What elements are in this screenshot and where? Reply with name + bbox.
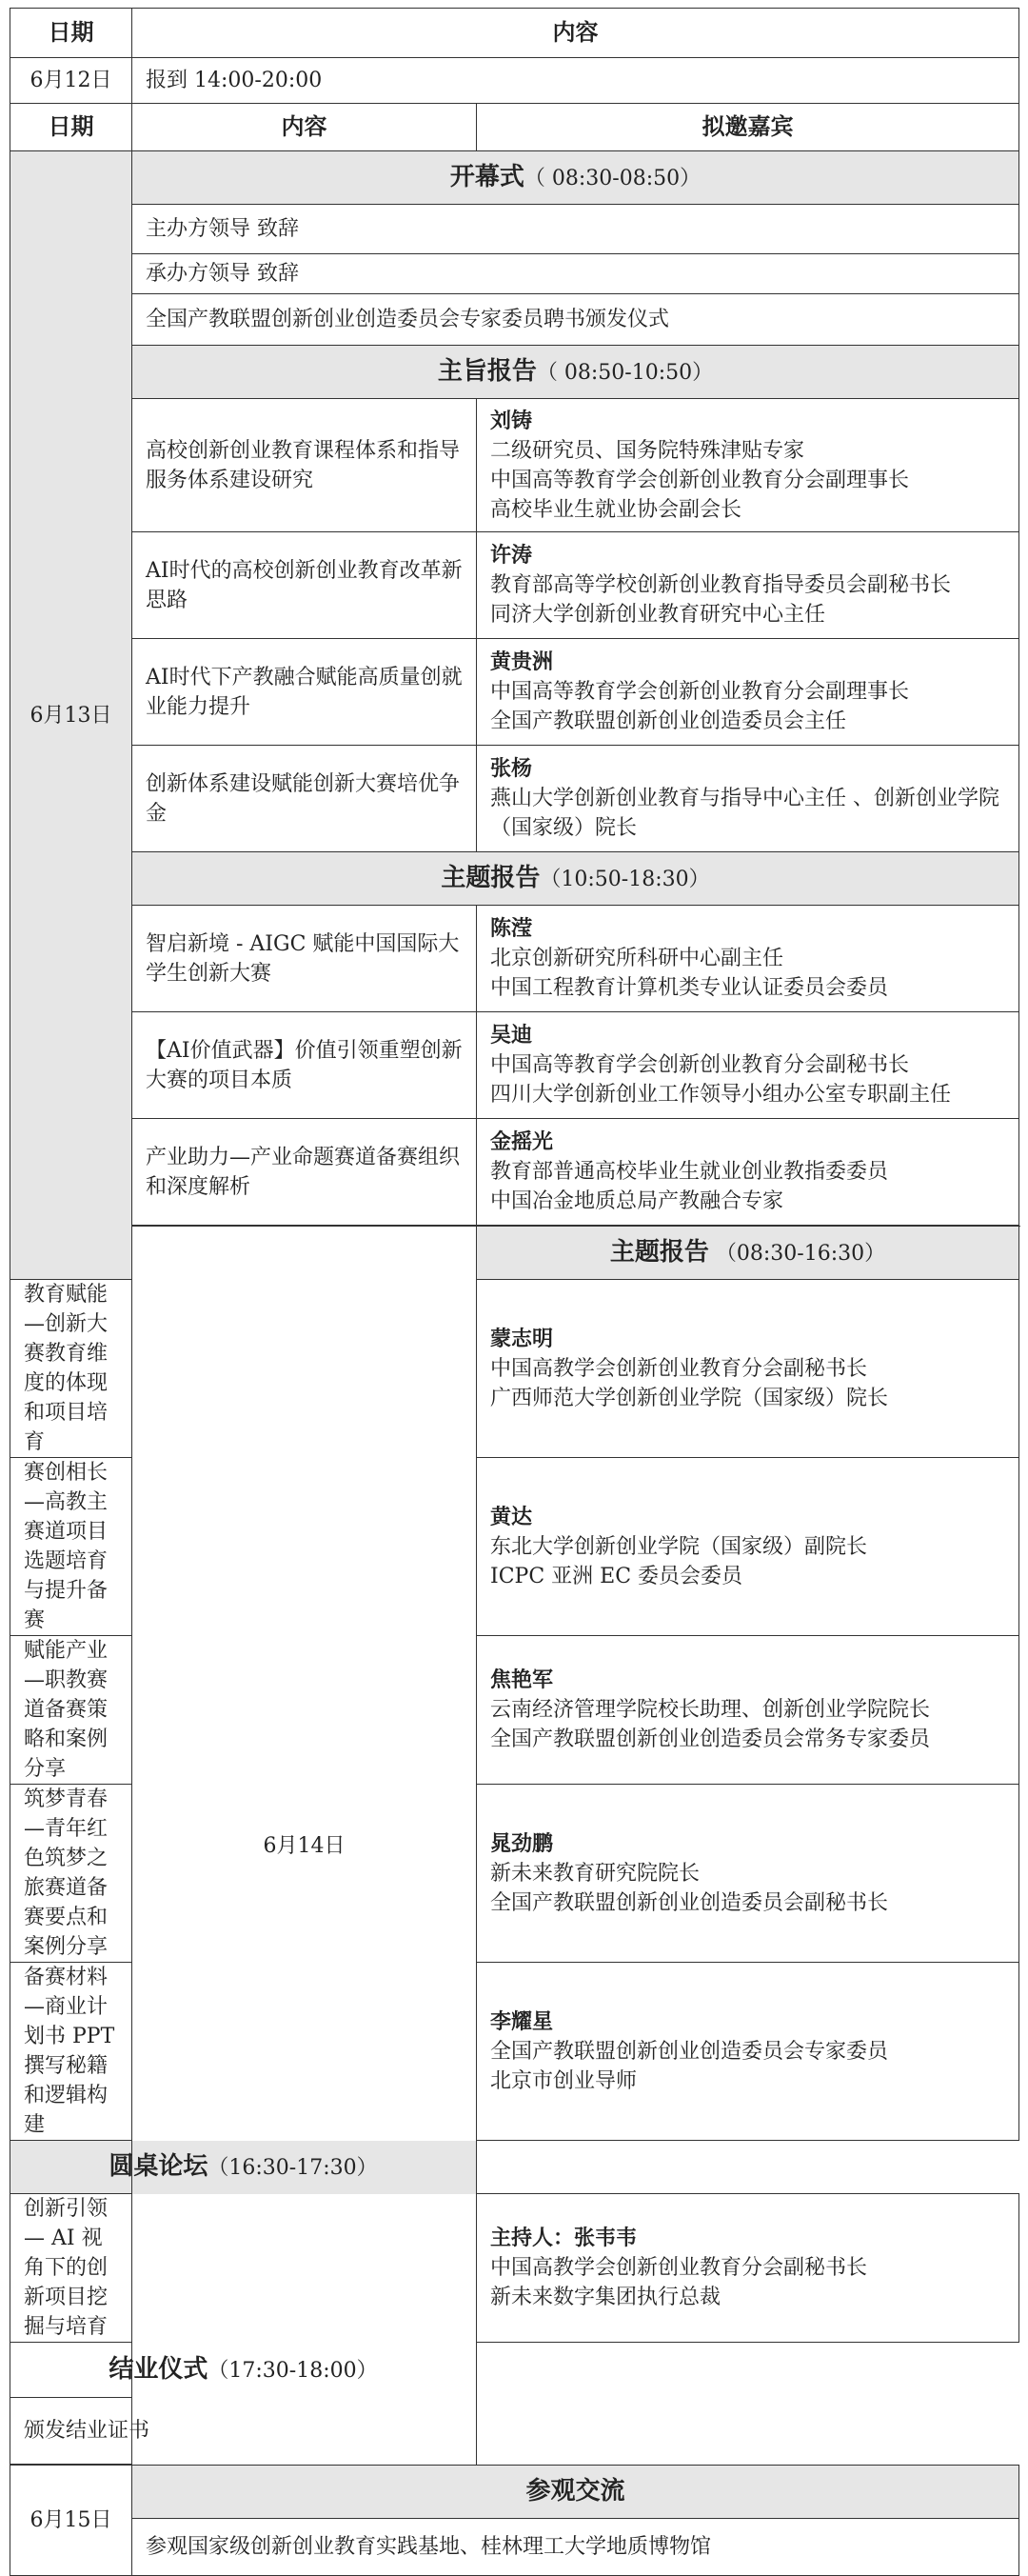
speaker-title: 中国高等教育学会创新创业教育分会副理事长 [490,680,910,704]
speaker-title: 新未来数字集团执行总裁 [490,2286,722,2309]
visit-section [10,2466,1019,2519]
speaker-name: 金摇光 [490,1130,554,1154]
list-item [10,2398,1019,2465]
day1-row [10,58,1019,104]
topic: 产业助力—产业命题赛道备赛组织和深度解析 [132,1119,477,1226]
keynote-title-cell [132,346,1019,399]
section-time: （16:30-17:30） [208,2155,378,2180]
section-time: （10:50-18:30） [540,867,710,891]
speaker-title: 北京创新研究所科研中心副主任 [490,947,784,970]
speaker-name: 焦艳军 [490,1668,554,1692]
topic: 备赛材料—商业计划书 PPT 撰写秘籍和逻辑构建 [10,1963,132,2141]
theme-title-cell [132,852,1019,906]
speaker [477,1280,1019,1458]
opening-item-2: 承办方领导 致辞 [132,254,1019,294]
speaker-title: 全国产教联盟创新创业创造委员会常务专家委员 [490,1727,931,1751]
topic: AI时代下产教融合赋能高质量创就业能力提升 [132,639,477,746]
speaker-name: 黄达 [490,1505,533,1529]
speaker-title: 同济大学创新创业教育研究中心主任 [490,603,826,627]
speaker-name: 晁劲鹏 [490,1831,554,1856]
day1-text: 报到 14:00-20:00 [132,58,1019,104]
speaker [477,399,1019,532]
roundtable-section [10,2141,1019,2194]
speaker-title: 中国高等教育学会创新创业教育分会副理事长 [490,468,910,492]
speaker [477,1785,1019,1963]
theme-section-day3 [10,1227,1019,1280]
speaker-title: 燕山大学创新创业教育与指导中心主任 、创新创业学院（国家级）院长 [490,787,999,840]
section-title: 主旨报告 [437,356,537,386]
speaker-name: 许涛 [490,544,533,568]
list-item [10,254,1019,294]
table-row [10,532,1019,639]
section-title: 圆桌论坛 [109,2151,208,2181]
speaker-title: 中国高教学会创新创业教育分会副秘书长 [490,2256,868,2280]
closing-section [10,2343,1019,2398]
topic: 创新体系建设赋能创新大赛培优争金 [132,746,477,852]
speaker [477,532,1019,639]
schedule-table-wrapper [10,8,1018,2576]
table-row [10,399,1019,532]
day1-date: 6月12日 [10,58,132,104]
keynote-section [10,346,1019,399]
speaker-title: 高校毕业生就业协会副会长 [490,497,742,522]
opening-section [10,151,1019,205]
header-row-second [10,104,1019,151]
speaker-name: 黄贵洲 [490,650,554,674]
speaker-name: 主持人：张韦韦 [490,2227,638,2250]
section-title: 开幕式 [449,162,524,191]
section-time: （17:30-18:00） [208,2358,378,2383]
table-row [10,746,1019,852]
topic: 智启新境 - AIGC 赋能中国国际大学生创新大赛 [132,906,477,1012]
topic: 【AI价值武器】价值引领重塑创新大赛的项目本质 [132,1012,477,1119]
closing-item: 颁发结业证书 [10,2398,477,2465]
theme3-title-cell [477,1227,1019,1280]
visit-item: 参观国家级创新创业教育实践基地、桂林理工大学地质博物馆 [132,2519,1019,2576]
speaker-name: 张杨 [490,757,533,781]
day2-date: 6月13日 [10,151,132,1280]
section-title: 参观交流 [525,2476,625,2506]
speaker-title: 新未来教育研究院院长 [490,1861,701,1886]
table-row [10,1119,1019,1226]
header-content: 内容 [132,9,1019,58]
table-row [10,906,1019,1012]
topic: 创新引领 — AI 视角下的创新项目挖掘与培育 [10,2194,132,2343]
speaker-name: 李耀星 [490,2009,554,2034]
roundtable-title-cell [10,2141,477,2194]
speaker-title: 全国产教联盟创新创业创造委员会主任 [490,709,847,733]
speaker-title: 全国产教联盟创新创业创造委员会专家委员 [490,2039,889,2064]
visit-title-cell [132,2466,1019,2519]
speaker [477,746,1019,852]
list-item [10,2519,1019,2576]
speaker-title: 四川大学创新创业工作领导小组办公室专职副主任 [490,1083,952,1107]
speaker-name: 刘铸 [490,409,533,433]
section-title: 主题报告 [609,1237,709,1267]
topic: 赛创相长—高教主赛道项目选题培育与提升备赛 [10,1458,132,1636]
header-guest: 拟邀嘉宾 [477,104,1019,151]
topic: 筑梦青春—青年红色筑梦之旅赛道备赛要点和案例分享 [10,1785,132,1963]
table-row [10,1012,1019,1119]
opening-item-3: 全国产教联盟创新创业创造委员会专家委员聘书颁发仪式 [132,294,1019,346]
list-item [10,294,1019,346]
schedule-table [10,8,1019,2576]
speaker-name: 吴迪 [490,1024,533,1048]
table-row [10,639,1019,746]
speaker [477,1458,1019,1636]
speaker-title: 中国高教学会创新创业教育分会副秘书长 [490,1356,868,1381]
speaker [477,1636,1019,1785]
speaker [477,1119,1019,1226]
speaker-title: 全国产教联盟创新创业创造委员会副秘书长 [490,1890,889,1915]
speaker-name: 陈滢 [490,917,533,941]
opening-item-1: 主办方领导 致辞 [132,205,1019,254]
speaker-title: 云南经济管理学院校长助理、创新创业学院院长 [490,1698,931,1722]
speaker-title: 中国高等教育学会创新创业教育分会副秘书长 [490,1053,910,1077]
speaker-title: ICPC 亚洲 EC 委员会委员 [490,1564,743,1588]
list-item [10,205,1019,254]
header-content-2: 内容 [132,104,477,151]
header-row-top [10,9,1019,58]
speaker-name: 蒙志明 [490,1327,554,1351]
day4-date: 6月15日 [10,2466,132,2576]
section-title: 结业仪式 [109,2354,208,2384]
speaker-title: 教育部高等学校创新创业教育指导委员会副秘书长 [490,573,952,597]
closing-title-cell [10,2343,477,2398]
speaker [477,906,1019,1012]
theme-section-day2 [10,852,1019,906]
speaker-title: 北京市创业导师 [490,2068,638,2093]
speaker [477,1963,1019,2141]
speaker [477,2194,1019,2343]
header-date-2: 日期 [10,104,132,151]
section-time: （ 08:50-10:50） [536,360,714,385]
speaker-title: 中国冶金地质总局产教融合专家 [490,1189,784,1213]
topic: 高校创新创业教育课程体系和指导服务体系建设研究 [132,399,477,532]
section-title: 主题报告 [441,863,541,892]
topic: 赋能产业—职教赛道备赛策略和案例分享 [10,1636,132,1785]
topic: AI时代的高校创新创业教育改革新思路 [132,532,477,639]
section-time: （ 08:30-08:50） [524,166,702,190]
speaker-title: 中国工程教育计算机类专业认证委员会委员 [490,976,889,1000]
section-time: （08:30-16:30） [708,1241,886,1266]
speaker-title: 东北大学创新创业学院（国家级）副院长 [490,1534,868,1559]
opening-title-cell [132,151,1019,205]
day3-date: 6月14日 [132,1227,477,2466]
speaker-title: 教育部普通高校毕业生就业创业教指委委员 [490,1160,889,1184]
speaker [477,639,1019,746]
speaker-title: 广西师范大学创新创业学院（国家级）院长 [490,1386,889,1410]
topic: 教育赋能—创新大赛教育维度的体现和项目培育 [10,1280,132,1458]
speaker-title: 二级研究员、国务院特殊津贴专家 [490,438,805,463]
header-date: 日期 [10,9,132,58]
speaker [477,1012,1019,1119]
